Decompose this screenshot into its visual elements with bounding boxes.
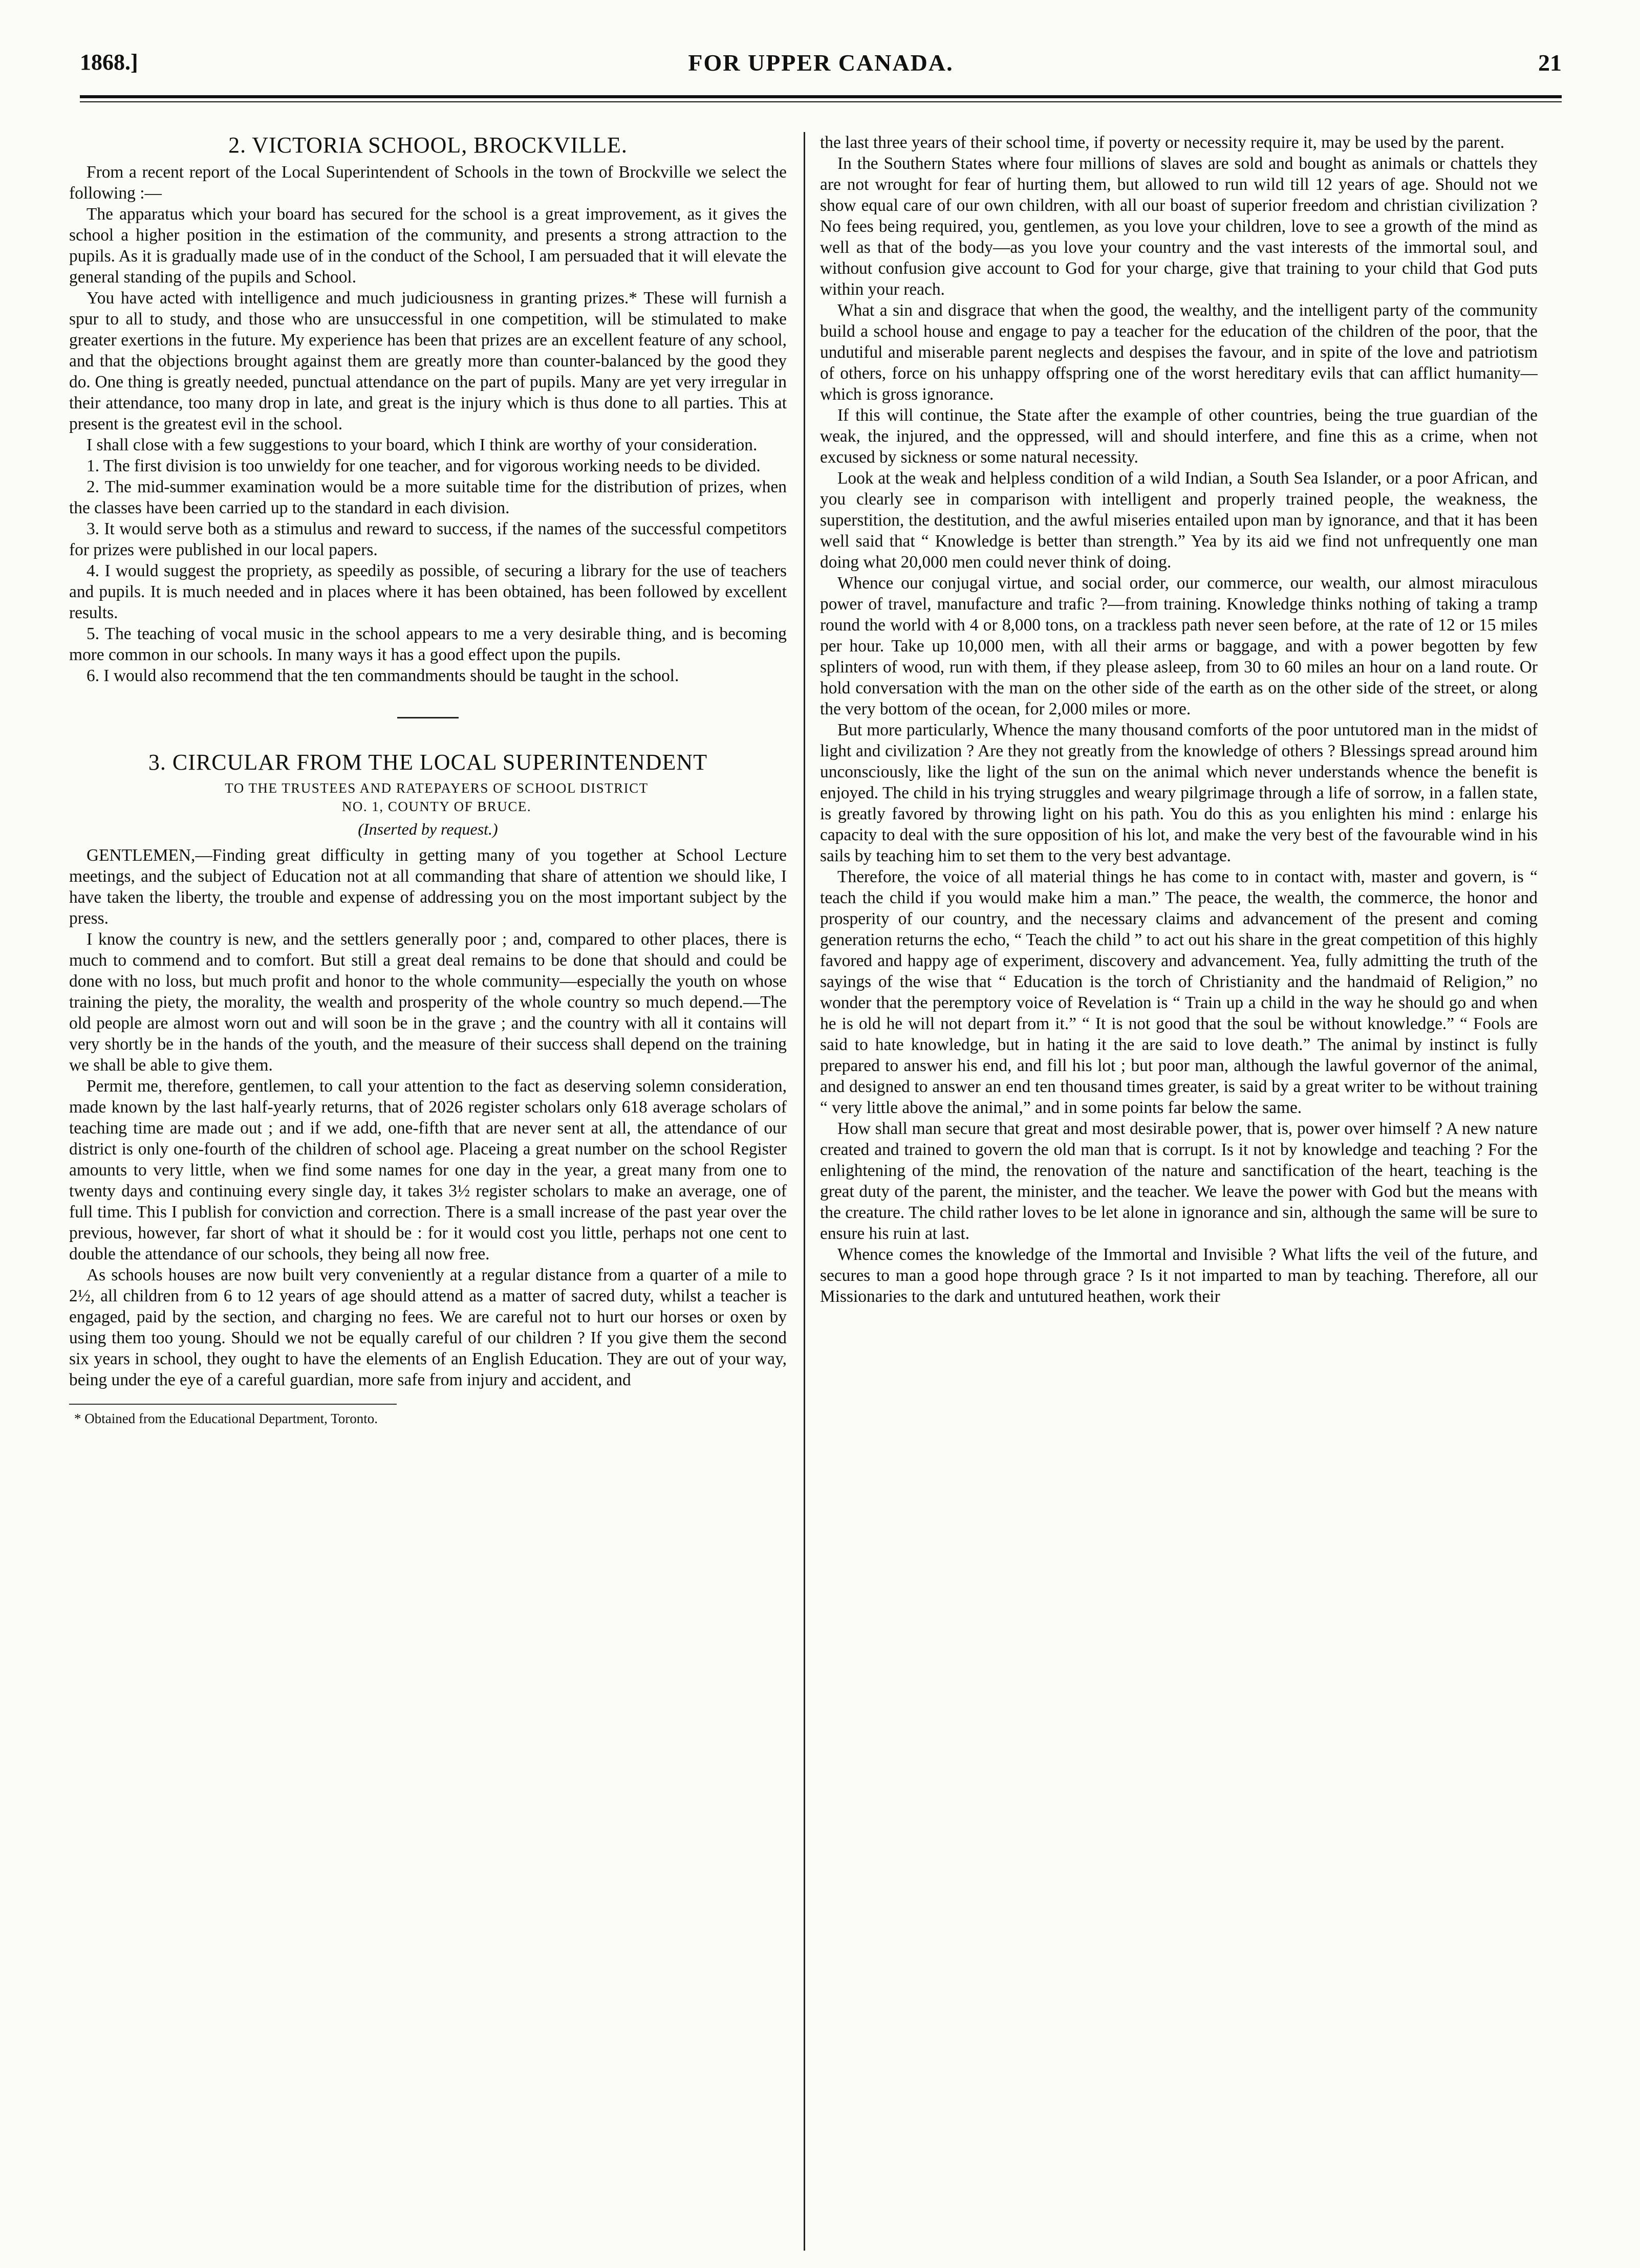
paragraph: As schools houses are now built very conveniently at a regular distance from a quarter of a mile to 2½, all children from 6 to 12 years of age should attend as a matter of sacred duty, whilst a teacher is engaged, paid by the section, and charging no fees. We are careful not to hurt our horses or oxen by using them too young. Should we not be equally careful of our children ? If you give them the second six years in school, they ought to have the elements of an English Education. They are out of your way, being under the eye of a careful guardian, more safe from injury and accident, and — [69, 1266, 787, 1389]
page-header — [80, 49, 1562, 95]
paragraph: 5. The teaching of vocal music in the school appears to me a very desirable thing, and is becoming more common in our schools. In many ways it has a good effect upon the pupils. — [69, 624, 787, 664]
paragraph: Therefore, the voice of all material things he has come to in contact with, master and govern, is “ teach the child if you would make him a man.” The peace, the wealth, the commerce, the honor and prosperity of our country, and the necessary claims and advancement of the present and coming generation returns the echo, “ Teach the child ” to act out his share in the great competition of this highly favored and happy age of experiment, discovery and advancement. Yea, fully admitting the truth of the sayings of the wise that “ Education is the torch of Christianity and the handmaid of Religion,” no wonder that the peremptory voice of Revelation is “ Train up a child in the way he should go and when he is old he will not depart from it.” “ It is not good that the soul be without knowledge.” “ Fools are said to hate knowledge, but in hating it the are said to love death.” The animal by instinct is fully prepared to answer his end, and fill his lot ; but poor man, although the lawful governor of the animal, and designed to answer an end ten thousand times greater, is said by a great writer to be without training “ very little above the animal,” and in some points far below the same. — [820, 867, 1538, 1117]
paragraph: 1. The first division is too unwieldy for one teacher, and for vigorous working needs to be divided. — [87, 456, 761, 475]
paragraph: 4. I would suggest the propriety, as speedily as possible, of securing a library for the use of teachers and pupils. It is much needed and in places where it has been obtained, has been followed by excellent results. — [69, 561, 787, 622]
paragraph: What a sin and disgrace that when the good, the wealthy, and the intelligent party of the community build a school house and engage to pay a teacher for the education of the children of the poor, that the undutiful and miserable parent neglects and despises the favour, and in spite of the love and patriotism of others, force on his unhappy offspring one of the worst hereditary evils that can afflict humanity—which is gross ignorance. — [820, 301, 1538, 404]
paragraph: 2. The mid-summer examination would be a more suitable time for the distribution of prizes, when the classes have been carried up to the standard in each division. — [69, 477, 787, 517]
header-rule-thin — [80, 101, 1562, 102]
section-2-title: 2. VICTORIA SCHOOL, BROCKVILLE. — [228, 133, 628, 158]
paragraph: I know the country is new, and the settlers generally poor ; and, compared to other places, there is much to commend and to comfort. But still a great deal remains to be done that should and could be done with no loss, but much profit and honor to the whole community—especially the youth on whose training the piety, the morality, the wealth and prosperity of the whole country so much depend.—The old people are almost worn out and will soon be in the grave ; and the country with all it contains will very shortly be in the hands of the youth, and the measure of their success shall depend on the training we shall be able to give them. — [69, 930, 787, 1075]
right-column — [820, 132, 1538, 2215]
paragraph: the last three years of their school time, if poverty or necessity require it, may be used by the parent. — [820, 133, 1505, 152]
header-year: 1868.] — [80, 50, 138, 75]
header-title: FOR UPPER CANADA. — [688, 50, 954, 76]
section-3-title: 3. CIRCULAR FROM THE LOCAL SUPERINTENDENT — [148, 750, 708, 775]
paragraph: How shall man secure that great and most desirable power, that is, power over himself ? A new nature created and trained to govern the old man that is corrupt. Is it not by knowledge and teaching ? For the enlightening of the mind, the renovation of the nature and sanctification of the heart, teaching is the great duty of the parent, the minister, and the teacher. We leave the power with God but the means with the creature. The child rather loves to be let alone in ignorance and sin, although the same will be sure to ensure his ruin at last. — [820, 1119, 1538, 1243]
footnote: * Obtained from the Educational Department, Toronto. — [74, 1411, 378, 1426]
paragraph: Permit me, therefore, gentlemen, to call your attention to the fact as deserving solemn consideration, made known by the last half-yearly returns, that of 2026 register scholars only 618 average scholars of teaching time are made out ; and if we add, one-fifth that are never sent at all, the attendance of our district is only one-fourth of the children of school age. Placeing a great number on the school Register amounts to very little, when we find some names for one day in the year, a great many from one to twenty days and continuing every single day, it takes 3½ register scholars to make an average, one of full time. This I publish for conviction and correction. There is a small increase of the past year over the previous, however, far short of what it should be : for it would cost you little, perhaps not one cent to double the attendance of our schools, they being all now free. — [69, 1077, 787, 1263]
paragraph: You have acted with intelligence and much judiciousness in granting prizes.* These will furnish a spur to all to study, and those who are unsuccessful in one competition, will be stimulated to make greater exertions in the future. My experience has been that prizes are an excellent feature of any school, and that the objections brought against them are greatly more than counter-balanced by the good they do. One thing is greatly needed, punctual attendance on the part of pupils. Many are yet very irregular in their attendance, too many drop in late, and great is the injury which is thus done to all parties. This at present is the greatest evil in the school. — [69, 289, 787, 433]
column-divider — [804, 132, 805, 2251]
paragraph: I shall close with a few suggestions to your board, which I think are worthy of your consideration. — [87, 435, 758, 454]
left-column — [69, 132, 787, 2215]
footnote-rule — [69, 1404, 397, 1405]
section-3-note: (Inserted by request.) — [358, 820, 498, 838]
paragraph: The apparatus which your board has secured for the school is a great improvement, as it gives the school a higher position in the estimation of the community, and presents a strong attraction to the pupils. As it is gradually made use of in the conduct of the School, I am persuaded that it will elevate the general standing of the pupils and School. — [69, 205, 787, 287]
paragraph: Whence our conjugal virtue, and social order, our commerce, our wealth, our almost miraculous power of travel, manufacture and trafic ?—from training. Knowledge thinks nothing of taking a tramp round the world with 4 or 8,000 tons, on a trackless path never seen before, at the rate of 12 or 15 miles per hour. Take up 10,000 men, with all their arms or baggage, and with a power begotten by few splinters of wood, run with them, if they please asleep, from 30 to 60 miles an hour on a land route. Or hold conversation with the man on the other side of the earth as on the other side of the street, or along the very bottom of the ocean, for 2,000 miles or more. — [820, 574, 1538, 718]
paragraph: 6. I would also recommend that the ten commandments should be taught in the school. — [87, 666, 679, 685]
header-page-number: 21 — [1538, 50, 1562, 76]
paragraph: GENTLEMEN,—Finding great difficulty in getting many of you together at School Lecture meetings, and the subject of Education not at all commanding that share of attention we should like, I have taken the liberty, the trouble and expense of addressing you on the most important subject by the press. — [69, 846, 787, 928]
section-divider — [397, 717, 459, 718]
section-3-subtitle-1: TO THE TRUSTEES AND RATEPAYERS OF SCHOOL DISTRICT — [225, 780, 649, 796]
paragraph: Look at the weak and helpless condition of a wild Indian, a South Sea Islander, or a poor African, and you clearly see in comparison with intelligent and properly trained people, the weakness, the superstition, the destitution, and the awful miseries entailed upon man by ignorance, and that it has been well said that “ Knowledge is better than strength.” Yea by its aid we find not unfrequently one man doing what 20,000 men could never think of doing. — [820, 469, 1538, 572]
paragraph: Whence comes the knowledge of the Immortal and Invisible ? What lifts the veil of the future, and secures to man a good hope through grace ? Is it not imparted to man by teaching. Therefore, all our Missionaries to the dark and untutured heathen, work their — [820, 1245, 1538, 1306]
section-3-subtitle-2: NO. 1, COUNTY OF BRUCE. — [341, 799, 532, 814]
paragraph: But more particularly, Whence the many thousand comforts of the poor untutored man in the midst of light and civilization ? Are they not greatly from the knowledge of others ? Blessings spread around him unconsciously, like the light of the sun on the animal which never understands whence the benefit is enjoyed. The child in his trying struggles and weary pilgrimage through a life of sorrow, in a fallen state, is greatly favored by throwing light on his path. You do this as you enlighten his mind : enlarge his capacity to deal with the sure opposition of his lot, and make the very best of the favourable wind in his sails by teaching him to set them to the very best advantage. — [820, 721, 1538, 865]
paragraph: 3. It would serve both as a stimulus and reward to success, if the names of the successful competitors for prizes were published in our local papers. — [69, 519, 787, 559]
header-rule-thick — [80, 95, 1562, 98]
paragraph: If this will continue, the State after the example of other countries, being the true guardian of the weak, the injured, and the oppressed, will and should interfere, and fine this as a crime, when not excused by sickness or some natural necessity. — [820, 406, 1538, 467]
paragraph: In the Southern States where four millions of slaves are sold and bought as animals or chattels they are not wrought for fear of hurting them, but allowed to run wild till 12 years of age. Should not we show equal care of our own children, with all our boast of superior freedom and christian civilization ? No fees being required, you, gentlemen, as you love your children, love to see a growth of the mind as well as that of the body—as you love your country and the vast interests of the immortal soul, and without confusion give account to God for your charge, give that training to your child that God puts within your reach. — [820, 154, 1538, 299]
paragraph: From a recent report of the Local Superintendent of Schools in the town of Brockville we select the following :— — [69, 163, 787, 203]
